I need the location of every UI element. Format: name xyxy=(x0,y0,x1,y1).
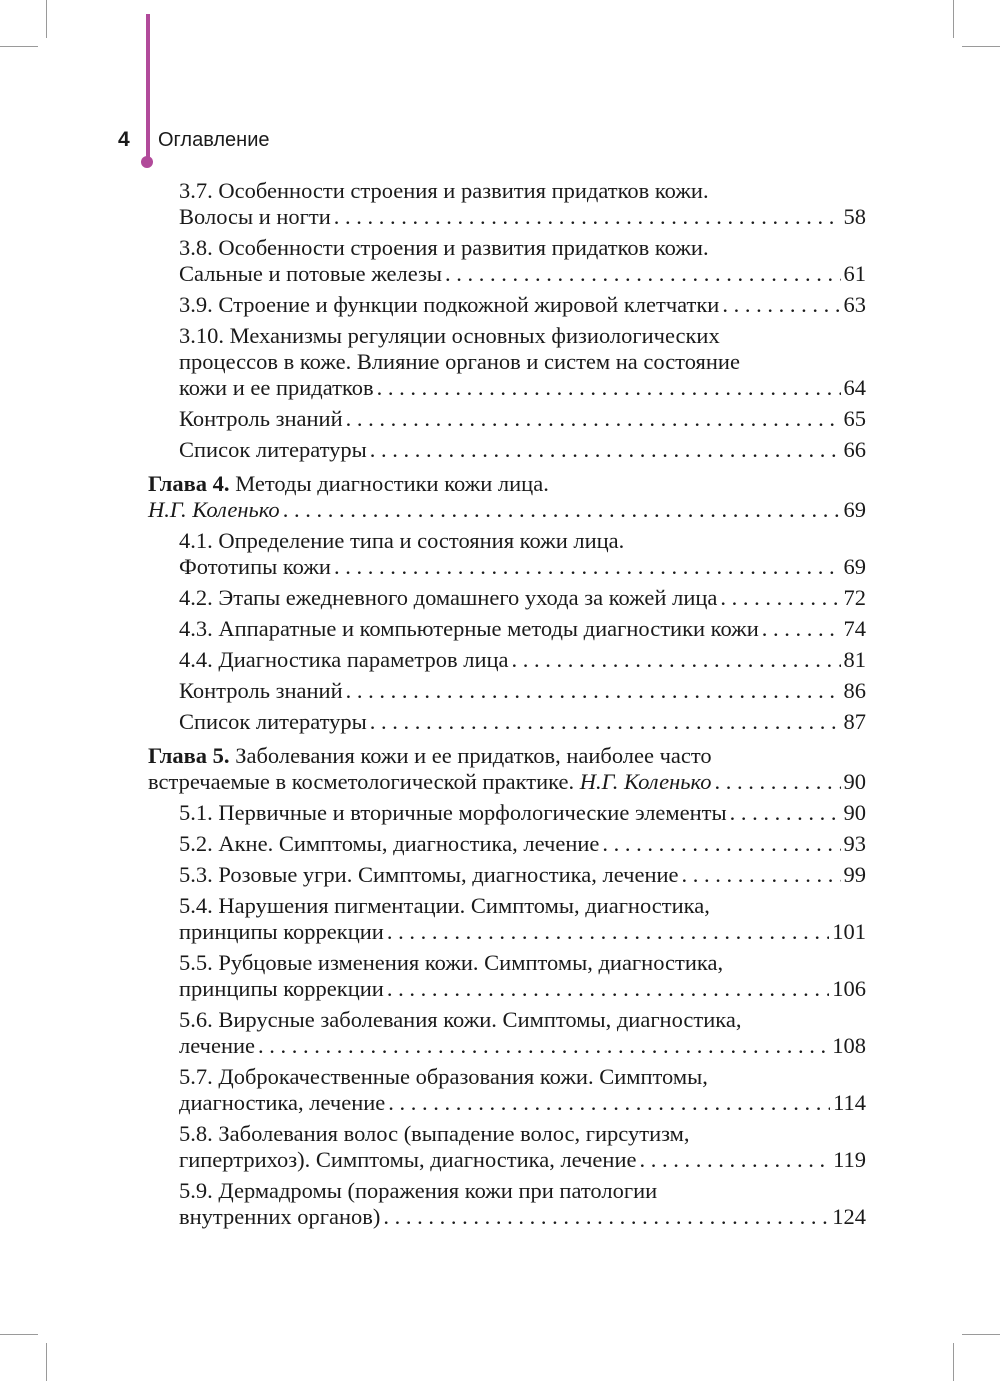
toc-entry[interactable] xyxy=(148,292,866,318)
toc-entry-title: гипертрихоз). Симптомы, диагностика, лечение xyxy=(179,1147,637,1172)
toc-page-number: 87 xyxy=(843,709,866,734)
toc-page-number: 101 xyxy=(832,919,866,944)
toc-page-number: 106 xyxy=(832,976,866,1001)
chapter-title: встречаемые в косметологической практике. xyxy=(148,769,575,794)
toc-entry-title: Список литературы xyxy=(179,437,367,462)
toc-page-number: 69 xyxy=(843,497,866,522)
toc-entry-title: кожи и ее придатков xyxy=(179,375,374,400)
dot-leader xyxy=(720,585,840,611)
toc-entry-title: процессов в коже. Влияние органов и систем на состояние xyxy=(179,349,740,374)
toc-page-number: 66 xyxy=(843,437,866,462)
toc-chapter-entry[interactable] xyxy=(148,743,866,795)
toc-entry-title: 4.1. Определение типа и состояния кожи лица. xyxy=(179,528,625,553)
toc-entry-title: 3.8. Особенности строения и развития придатков кожи. xyxy=(179,235,709,260)
toc-entry[interactable] xyxy=(148,235,866,287)
header-accent-line xyxy=(146,14,150,162)
toc-entry-title: 4.2. Этапы ежедневного домашнего ухода за кожей лица xyxy=(179,585,718,610)
toc-page-number: 74 xyxy=(843,616,866,641)
toc-entry[interactable] xyxy=(148,831,866,857)
toc-entry-title: принципы коррекции xyxy=(179,976,384,1001)
toc-page-number: 124 xyxy=(832,1204,866,1229)
table-of-contents xyxy=(148,178,866,1235)
toc-entry[interactable] xyxy=(148,178,866,230)
page-number: 4 xyxy=(118,128,130,151)
toc-entry-title: 5.6. Вирусные заболевания кожи. Симптомы, диагностика, xyxy=(179,1007,742,1032)
toc-page-number: 86 xyxy=(843,678,866,703)
toc-page-number: 69 xyxy=(843,554,866,579)
toc-entry-title: Сальные и потовые железы xyxy=(179,261,442,286)
toc-entry-title: 5.1. Первичные и вторичные морфологические элементы xyxy=(179,800,727,825)
toc-entry-title: Волосы и ногти xyxy=(179,204,331,229)
header-accent-dot xyxy=(141,156,153,168)
toc-entry-title: 3.9. Строение и функции подкожной жировой клетчатки xyxy=(179,292,720,317)
toc-page-number: 64 xyxy=(843,375,866,400)
crop-mark xyxy=(46,1343,47,1381)
chapter-author: Н.Г. Коленько xyxy=(148,497,280,522)
toc-entry[interactable] xyxy=(148,528,866,580)
toc-page-number: 108 xyxy=(832,1033,866,1058)
dot-leader xyxy=(722,292,840,318)
chapter-label: Глава 4. xyxy=(148,471,230,496)
dot-leader xyxy=(283,497,841,523)
crop-mark xyxy=(953,1343,954,1381)
dot-leader xyxy=(383,1204,829,1230)
toc-entry[interactable] xyxy=(148,323,866,401)
toc-entry[interactable] xyxy=(148,437,866,463)
dot-leader xyxy=(682,862,841,888)
toc-entry-title: Список литературы xyxy=(179,709,367,734)
crop-mark xyxy=(953,0,954,38)
toc-page-number: 99 xyxy=(843,862,866,887)
toc-entry[interactable] xyxy=(148,647,866,673)
chapter-label: Глава 5. xyxy=(148,743,230,768)
toc-page-number: 114 xyxy=(833,1090,866,1115)
toc-entry-title: 5.8. Заболевания волос (выпадение волос, гирсутизм, xyxy=(179,1121,690,1146)
toc-page-number: 61 xyxy=(843,261,866,286)
chapter-title: Заболевания кожи и ее придатков, наиболее часто xyxy=(235,743,712,768)
toc-entry[interactable] xyxy=(148,616,866,642)
dot-leader xyxy=(377,375,841,401)
toc-page-number: 81 xyxy=(843,647,866,672)
toc-entry[interactable] xyxy=(148,585,866,611)
dot-leader xyxy=(334,204,841,230)
toc-entry-title: 3.10. Механизмы регуляции основных физиологических xyxy=(179,323,720,348)
running-title: Оглавление xyxy=(158,129,270,151)
dot-leader xyxy=(334,554,841,580)
toc-page-number: 58 xyxy=(843,204,866,229)
dot-leader xyxy=(602,831,840,857)
toc-page-number: 72 xyxy=(843,585,866,610)
toc-entry-title: 5.4. Нарушения пигментации. Симптомы, диагностика, xyxy=(179,893,710,918)
dot-leader xyxy=(370,437,841,463)
crop-mark xyxy=(0,46,38,47)
toc-entry-title: 5.3. Розовые угри. Симптомы, диагностика, лечение xyxy=(179,862,679,887)
crop-mark xyxy=(962,46,1000,47)
dot-leader xyxy=(258,1033,829,1059)
crop-mark xyxy=(0,1334,38,1335)
dot-leader xyxy=(387,919,829,945)
toc-entry[interactable] xyxy=(148,800,866,826)
toc-entry[interactable] xyxy=(148,893,866,945)
dot-leader xyxy=(714,769,840,795)
toc-page-number: 90 xyxy=(843,769,866,794)
toc-entry[interactable] xyxy=(148,709,866,735)
crop-mark xyxy=(962,1334,1000,1335)
toc-page-number: 65 xyxy=(843,406,866,431)
toc-entry[interactable] xyxy=(148,1121,866,1173)
toc-page-number: 119 xyxy=(833,1147,866,1172)
dot-leader xyxy=(639,1147,830,1173)
chapter-title: Методы диагностики кожи лица. xyxy=(235,471,549,496)
crop-mark xyxy=(46,0,47,38)
dot-leader xyxy=(370,709,841,735)
dot-leader xyxy=(762,616,841,642)
toc-entry[interactable] xyxy=(148,1178,866,1230)
toc-entry-title: Контроль знаний xyxy=(179,406,343,431)
dot-leader xyxy=(346,678,841,704)
toc-chapter-entry[interactable] xyxy=(148,471,866,523)
toc-entry-title: Фототипы кожи xyxy=(179,554,331,579)
dot-leader xyxy=(387,976,829,1002)
toc-entry-title: внутренних органов) xyxy=(179,1204,381,1229)
dot-leader xyxy=(388,1090,830,1116)
toc-entry[interactable] xyxy=(148,678,866,704)
toc-entry-title: принципы коррекции xyxy=(179,919,384,944)
toc-entry[interactable] xyxy=(148,406,866,432)
toc-entry-title: Контроль знаний xyxy=(179,678,343,703)
toc-entry-title: 4.4. Диагностика параметров лица xyxy=(179,647,509,672)
toc-entry-title: диагностика, лечение xyxy=(179,1090,386,1115)
toc-entry-title: 5.5. Рубцовые изменения кожи. Симптомы, диагностика, xyxy=(179,950,724,975)
toc-entry-title: 4.3. Аппаратные и компьютерные методы диагностики кожи xyxy=(179,616,759,641)
toc-entry-title: 3.7. Особенности строения и развития придатков кожи. xyxy=(179,178,709,203)
dot-leader xyxy=(445,261,841,287)
chapter-author: Н.Г. Коленько xyxy=(579,769,712,794)
toc-entry[interactable] xyxy=(148,862,866,888)
toc-entry-title: 5.2. Акне. Симптомы, диагностика, лечение xyxy=(179,831,600,856)
toc-entry[interactable] xyxy=(148,1064,866,1116)
toc-page-number: 93 xyxy=(843,831,866,856)
toc-entry-title: лечение xyxy=(179,1033,256,1058)
toc-page-number: 63 xyxy=(843,292,866,317)
toc-entry[interactable] xyxy=(148,1007,866,1059)
toc-entry[interactable] xyxy=(148,950,866,1002)
toc-entry-title: 5.7. Доброкачественные образования кожи. Симптомы, xyxy=(179,1064,708,1089)
toc-page-number: 90 xyxy=(843,800,866,825)
dot-leader xyxy=(512,647,841,673)
dot-leader xyxy=(346,406,841,432)
toc-entry-title: 5.9. Дермадромы (поражения кожи при патологии xyxy=(179,1178,658,1203)
dot-leader xyxy=(730,800,841,826)
